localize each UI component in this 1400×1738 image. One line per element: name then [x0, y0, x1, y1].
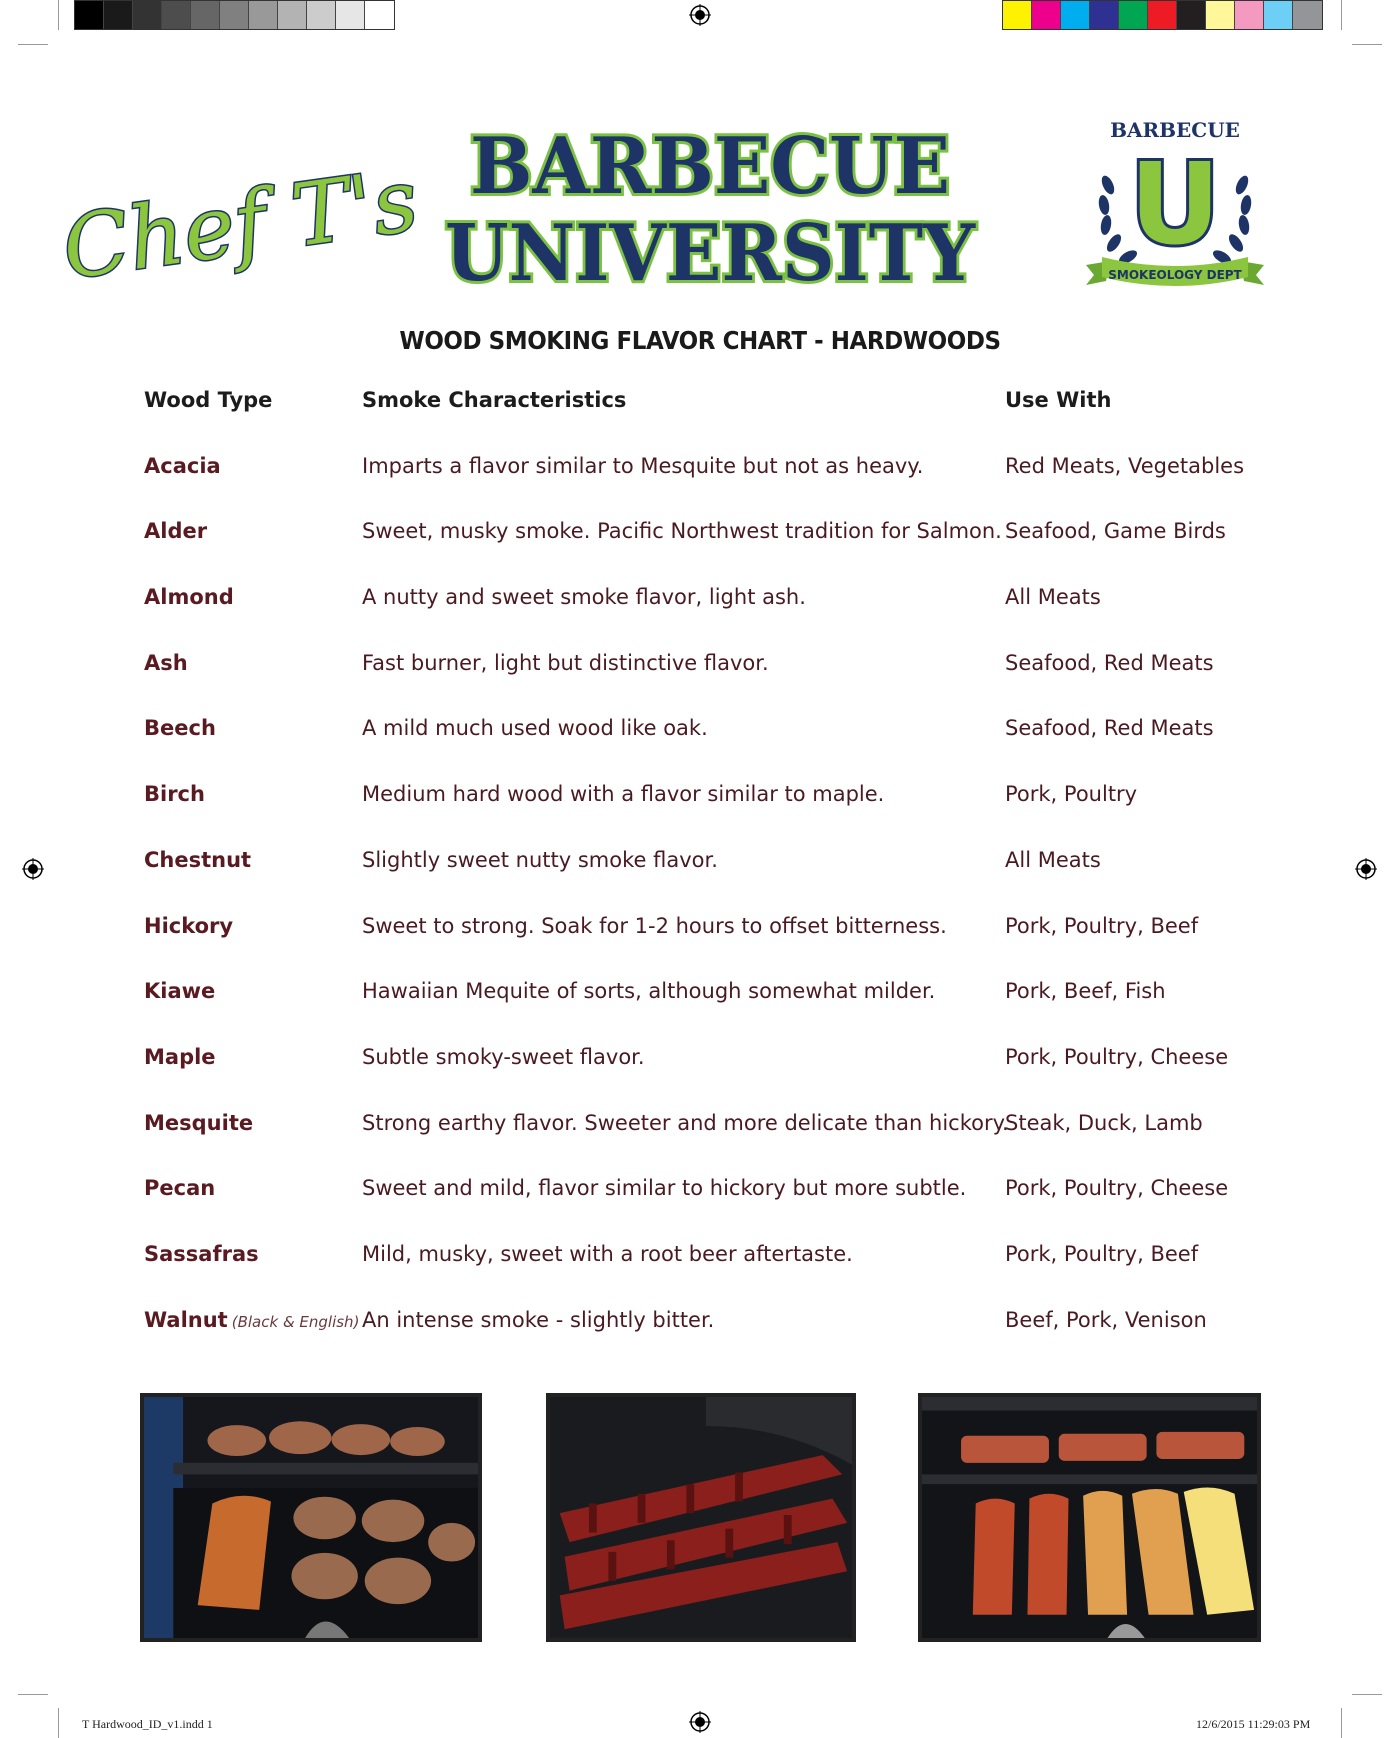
title-line-1: BARBECUE: [470, 121, 950, 212]
color-swatch: [162, 1, 191, 29]
wood-type-cell: [144, 519, 207, 543]
use-with-cell: Beef, Pork, Venison: [1005, 1307, 1207, 1332]
color-swatch: [191, 1, 220, 29]
wood-type-cell: [144, 585, 234, 609]
color-swatch: [104, 1, 133, 29]
color-swatch: [1090, 1, 1119, 29]
use-with-cell: Seafood, Red Meats: [1005, 716, 1214, 741]
grill-photo-glazed-ribs: [546, 1393, 856, 1642]
color-swatch: [336, 1, 365, 29]
crop-mark: [1352, 44, 1382, 45]
color-swatch: [249, 1, 278, 29]
table-row: [144, 1176, 1284, 1242]
use-with-cell: Pork, Poultry: [1005, 782, 1138, 807]
wood-name: Ash: [144, 650, 188, 675]
grill-photo-chicken-ribs: [140, 1393, 482, 1642]
use-with-cell: All Meats: [1005, 585, 1101, 610]
use-with-cell: All Meats: [1005, 847, 1101, 872]
color-swatch: [278, 1, 307, 29]
table-row: [144, 651, 1284, 717]
color-swatch: [1177, 1, 1206, 29]
wood-name: Alder: [144, 519, 208, 544]
smoke-characteristics-cell: A nutty and sweet smoke flavor, light ash.: [362, 585, 806, 610]
use-with-cell: Pork, Poultry, Beef: [1005, 1241, 1199, 1266]
title-line-2: UNIVERSITY: [445, 208, 977, 299]
wood-name: Acacia: [144, 453, 221, 478]
grayscale-color-bar: [74, 0, 395, 30]
table-row: [144, 1045, 1284, 1111]
header-smoke-characteristics: Smoke Characteristics: [362, 388, 627, 412]
use-with-cell: Seafood, Red Meats: [1005, 650, 1214, 675]
wood-note: (Black & English): [231, 1312, 360, 1331]
color-swatch: [365, 1, 394, 29]
table-row: [144, 1111, 1284, 1177]
color-swatch: [1119, 1, 1148, 29]
wood-type-cell: [144, 914, 233, 938]
smoke-characteristics-cell: Slightly sweet nutty smoke flavor.: [362, 847, 718, 872]
wood-name: Chestnut: [144, 847, 252, 872]
wood-name: Beech: [144, 716, 216, 741]
chef-ts-logo: [56, 104, 424, 314]
color-swatch: [307, 1, 336, 29]
wood-name: Pecan: [144, 1176, 216, 1201]
table-row: [144, 914, 1284, 980]
process-color-bar: [1002, 0, 1323, 30]
crop-mark: [18, 44, 48, 45]
wood-type-cell: [144, 979, 215, 1003]
color-swatch: [1032, 1, 1061, 29]
wood-name: Maple: [144, 1044, 216, 1069]
registration-mark-icon: [689, 4, 711, 26]
table-row: [144, 519, 1284, 585]
wood-name: Mesquite: [144, 1110, 254, 1135]
barbecue-u-logo: [1080, 115, 1270, 305]
use-with-cell: Seafood, Game Birds: [1005, 519, 1226, 544]
crop-mark: [1341, 1708, 1342, 1738]
smoke-characteristics-cell: An intense smoke - slightly bitter.: [362, 1307, 715, 1332]
wood-type-cell: [144, 651, 188, 675]
table-row: [144, 1308, 1284, 1374]
crop-mark: [1341, 0, 1342, 30]
u-logo-ribbon-text: SMOKEOLOGY DEPT: [1108, 268, 1242, 282]
crop-mark: [1352, 1694, 1382, 1695]
crop-mark: [58, 1708, 59, 1738]
crop-mark: [58, 0, 59, 30]
table-row: [144, 454, 1284, 520]
wood-name: Sassafras: [144, 1241, 259, 1266]
smoke-characteristics-cell: Mild, musky, sweet with a root beer aftertaste.: [362, 1241, 853, 1266]
table-row: [144, 716, 1284, 782]
date-slug: 12/6/2015 11:29:03 PM: [1196, 1717, 1311, 1731]
wood-name: Almond: [144, 585, 234, 610]
wood-type-cell: [144, 1111, 253, 1135]
color-swatch: [1148, 1, 1177, 29]
wood-name: Walnut: [144, 1307, 228, 1332]
color-swatch: [1293, 1, 1322, 29]
use-with-cell: Pork, Poultry, Cheese: [1005, 1176, 1229, 1201]
grill-photo-smoked-ribs: [918, 1393, 1261, 1642]
flavor-table: [144, 388, 1284, 1373]
wood-type-cell: [144, 716, 216, 740]
use-with-cell: Red Meats, Vegetables: [1005, 453, 1245, 478]
table-row: [144, 585, 1284, 651]
wood-type-cell: [144, 1176, 215, 1200]
chart-title: WOOD SMOKING FLAVOR CHART - HARDWOODS: [399, 326, 1001, 355]
wood-type-cell: [144, 782, 205, 806]
color-swatch: [220, 1, 249, 29]
color-swatch: [1206, 1, 1235, 29]
table-header-row: [144, 388, 1284, 454]
registration-mark-icon: [22, 858, 44, 880]
smoke-characteristics-cell: Hawaiian Mequite of sorts, although somewhat milder.: [362, 979, 936, 1004]
use-with-cell: Steak, Duck, Lamb: [1005, 1110, 1203, 1135]
smoke-characteristics-cell: Sweet, musky smoke. Pacific Northwest tradition for Salmon.: [362, 519, 1002, 544]
smoke-characteristics-cell: Medium hard wood with a flavor similar to maple.: [362, 782, 885, 807]
u-logo-top-text: BARBECUE: [1110, 118, 1240, 142]
smoke-characteristics-cell: Imparts a flavor similar to Mesquite but not as heavy.: [362, 453, 924, 478]
smoke-characteristics-cell: Fast burner, light but distinctive flavor.: [362, 650, 769, 675]
smoke-characteristics-cell: A mild much used wood like oak.: [362, 716, 708, 741]
wood-type-cell: [144, 1308, 359, 1332]
registration-mark-icon: [1355, 858, 1377, 880]
table-row: [144, 782, 1284, 848]
use-with-cell: Pork, Beef, Fish: [1005, 979, 1166, 1004]
table-row: [144, 1242, 1284, 1308]
smoke-characteristics-cell: Strong earthy flavor. Sweeter and more delicate than hickory.: [362, 1110, 1009, 1135]
color-swatch: [1061, 1, 1090, 29]
color-swatch: [1264, 1, 1293, 29]
smoke-characteristics-cell: Subtle smoky-sweet flavor.: [362, 1044, 645, 1069]
use-with-cell: Pork, Poultry, Cheese: [1005, 1044, 1229, 1069]
smoke-characteristics-cell: Sweet to strong. Soak for 1-2 hours to offset bitterness.: [362, 913, 947, 938]
table-row: [144, 848, 1284, 914]
wood-name: Hickory: [144, 913, 234, 938]
crop-mark: [18, 1694, 48, 1695]
wood-type-cell: [144, 454, 221, 478]
color-swatch: [75, 1, 104, 29]
file-slug: T Hardwood_ID_v1.indd 1: [82, 1717, 213, 1731]
color-swatch: [1003, 1, 1032, 29]
barbecue-university-title: [430, 118, 990, 298]
chef-logo-text: Chef T's: [56, 150, 424, 300]
wood-name: Birch: [144, 782, 205, 807]
wood-type-cell: [144, 848, 251, 872]
wood-name: Kiawe: [144, 979, 216, 1004]
u-logo-letter: U: [1129, 140, 1221, 270]
smoke-characteristics-cell: Sweet and mild, flavor similar to hickory but more subtle.: [362, 1176, 967, 1201]
header-wood-type: Wood Type: [144, 388, 273, 412]
color-swatch: [1235, 1, 1264, 29]
table-body: [144, 454, 1284, 1374]
wood-type-cell: [144, 1242, 259, 1266]
header-use-with: Use With: [1005, 388, 1112, 412]
wood-type-cell: [144, 1045, 216, 1069]
use-with-cell: Pork, Poultry, Beef: [1005, 913, 1199, 938]
table-row: [144, 979, 1284, 1045]
registration-mark-icon: [689, 1711, 711, 1733]
color-swatch: [133, 1, 162, 29]
